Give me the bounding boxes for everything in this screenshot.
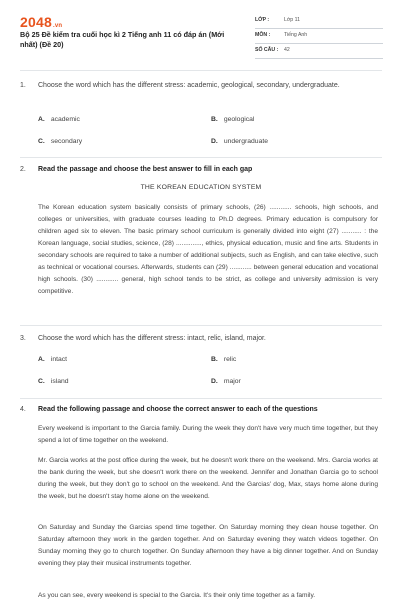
q1-option-c[interactable] — [38, 138, 82, 145]
q3-option-b[interactable] — [211, 356, 236, 363]
question-stem: Choose the word which has the different stress: academic, geological, secondary, undergraduate. — [38, 82, 340, 89]
meta-row-subject — [255, 29, 383, 44]
meta-value: 42 — [284, 47, 290, 53]
passage-paragraph-1: Every weekend is important to the Garcia family. During the week they don't have very much time together, but they spend a lot of time together on the weekend. — [38, 425, 378, 444]
meta-key: LỚP : — [255, 17, 270, 23]
document-header — [0, 0, 400, 64]
meta-value: Tiếng Anh — [284, 32, 308, 38]
document-title: Bộ 25 Đề kiểm tra cuối học kì 2 Tiếng anh 11 có đáp án (Mới nhất) (Đề 20) — [20, 30, 225, 49]
option-letter: A. — [38, 356, 45, 363]
logo-text: 2048 — [20, 14, 52, 30]
option-text: geological — [223, 116, 255, 123]
q1-option-a[interactable] — [38, 116, 80, 123]
q3-option-d[interactable] — [211, 378, 241, 385]
header-divider — [20, 70, 382, 71]
option-text: academic — [50, 116, 80, 123]
question-divider — [20, 157, 382, 158]
site-logo[interactable] — [20, 14, 62, 30]
question-stem: Read the passage and choose the best answer to fill in each gap — [38, 166, 253, 173]
option-letter: C. — [38, 378, 45, 385]
q1-option-b[interactable] — [211, 116, 254, 123]
option-text: secondary — [50, 138, 83, 145]
question-stem: Read the following passage and choose the correct answer to each of the questions — [38, 406, 318, 413]
option-letter: D. — [211, 138, 218, 145]
question-divider — [20, 398, 382, 399]
q1-option-d[interactable] — [211, 138, 268, 145]
meta-row-count — [255, 44, 383, 59]
option-text: island — [50, 378, 69, 385]
meta-table — [255, 14, 383, 59]
meta-value: Lớp 11 — [284, 17, 300, 23]
option-letter: B. — [211, 356, 218, 363]
meta-key: MÔN : — [255, 32, 271, 38]
passage-title: THE KOREAN EDUCATION SYSTEM — [140, 184, 262, 191]
passage-text: The Korean education system basically consists of primary schools, (26) ............ schools, high schools, and colleges or universities, with graduate courses leading to Ph.D degrees. Primary education is compulsory for children aged six to eleven. The basic primary school curriculum is generally divided into eight (27) ........... : the Korean language, social studies, science, (28) .............., ethics, physical education, music and fine arts. Students in secondary schools are required to take a number of additional subjects, such as English, and can take elective, such as technical or vocational courses. Afterwards, students can (29) ............ between general education and vocational high schools. (30) ............ general, high school tends to be strict, as college and university admission is very competitive. — [38, 204, 378, 295]
passage-paragraph-4: As you can see, every weekend is special to the Garcia. It's their only time together as a family. — [38, 592, 316, 599]
option-letter: A. — [38, 116, 45, 123]
question-number: 2. — [20, 166, 26, 173]
option-letter: B. — [211, 116, 218, 123]
option-text: major — [223, 378, 241, 385]
meta-key: SỐ CÂU : — [255, 47, 279, 53]
q3-option-c[interactable] — [38, 378, 69, 385]
option-text: intact — [50, 356, 68, 363]
meta-row-class — [255, 14, 383, 29]
passage-paragraph-3: On Saturday and Sunday the Garcias spend time together. On Saturday morning they clean house together. On Saturday afternoon they work in the garden together. And on Saturday evening they watch videos together. On Sunday morning they go to church together. On Sunday afternoon they have a big dinner together. And on Sunday evening they play their musical instruments together. — [38, 524, 378, 567]
question-number: 1. — [20, 82, 26, 89]
logo-suffix: .vn — [52, 23, 63, 29]
question-number: 4. — [20, 406, 26, 413]
question-divider — [20, 325, 382, 326]
option-letter: C. — [38, 138, 45, 145]
option-text: undergraduate — [223, 138, 269, 145]
option-letter: D. — [211, 378, 218, 385]
question-number: 3. — [20, 335, 26, 342]
q3-option-a[interactable] — [38, 356, 67, 363]
passage-paragraph-2: Mr. Garcia works at the post office during the week, but he doesn't work there on the weekend. Mrs. Garcia works at the bank during the week, but she doesn't work there on the weekend. Jennifer and Jonathan Garcia go to school during the week, but they don't go to school on the weekend. And the Garcias' dog, Max, stays home alone during the week, but he doesn't stay home alone on the weekend. — [38, 457, 378, 500]
question-stem: Choose the word which has the different stress: intact, relic, island, major. — [38, 335, 266, 342]
option-text: relic — [223, 356, 237, 363]
